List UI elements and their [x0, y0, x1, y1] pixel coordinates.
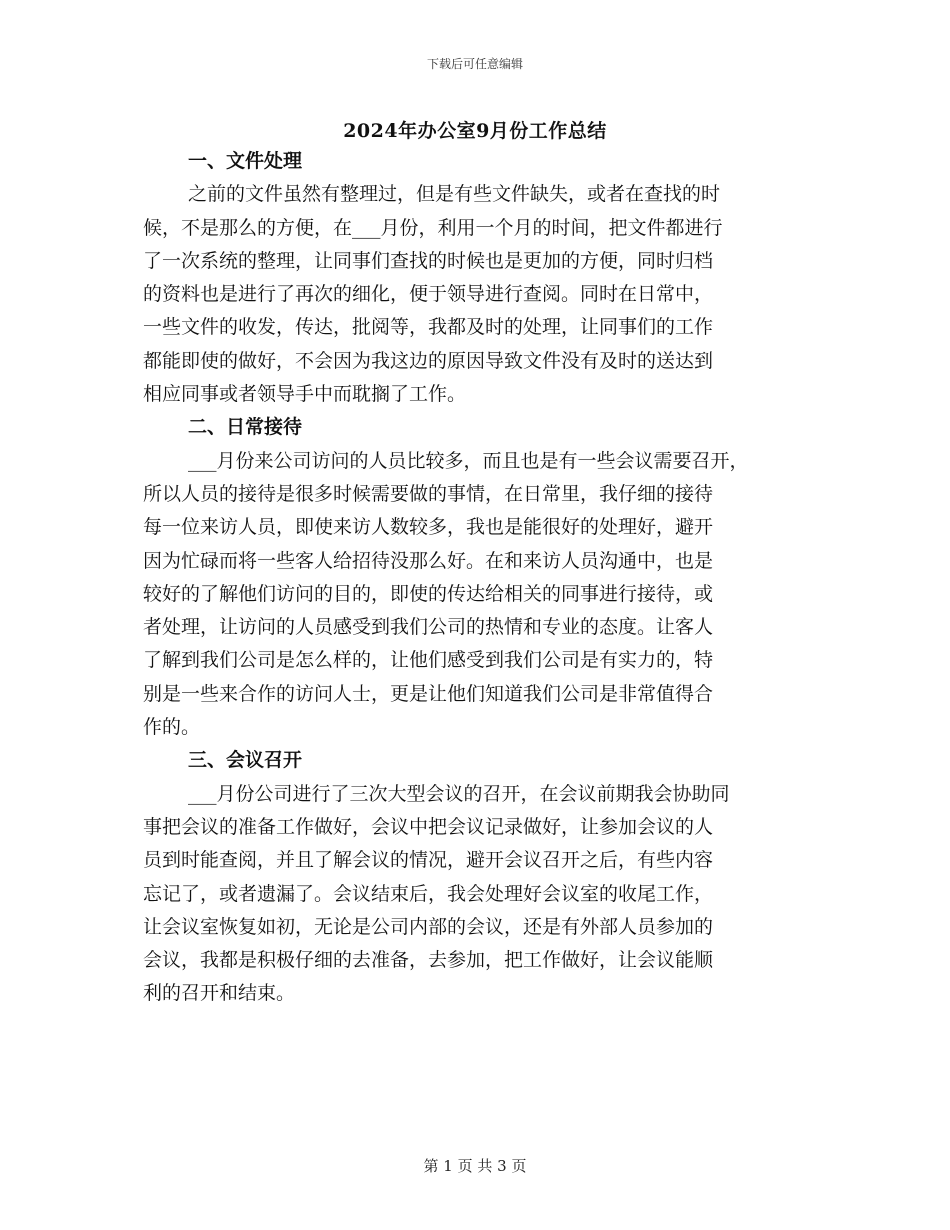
- paragraph-line: 会议，我都是积极仔细的去准备，去参加，把工作做好，让会议能顺: [143, 949, 714, 972]
- paragraph-line: 一些文件的收发，传达，批阅等，我都及时的处理，让同事们的工作: [143, 316, 714, 339]
- paragraph-line: 较好的了解他们访问的目的，即使的传达给相关的同事进行接待，或: [143, 582, 714, 605]
- section-heading: 三、会议召开: [188, 749, 303, 772]
- paragraph-line: 作的。: [143, 716, 201, 739]
- paragraph-line: 了解到我们公司是怎么样的，让他们感受到我们公司是有实力的，特: [143, 649, 714, 672]
- paragraph-line: 者处理，让访问的人员感受到我们公司的热情和专业的态度。让客人: [143, 616, 714, 639]
- paragraph-line: 之前的文件虽然有整理过，但是有些文件缺失，或者在查找的时: [188, 183, 721, 206]
- paragraph-line: 让会议室恢复如初，无论是公司内部的会议，还是有外部人员参加的: [143, 915, 714, 938]
- paragraph-line: 员到时能查阅，并且了解会议的情况，避开会议召开之后，有些内容: [143, 849, 714, 872]
- page-footer: 第 1 页 共 3 页: [423, 1157, 527, 1175]
- header-note: 下载后可任意编辑: [426, 57, 523, 71]
- paragraph-line: 候，不是那么的方便，在___月份，利用一个月的时间，把文件都进行: [143, 216, 723, 239]
- paragraph-line: 了一次系统的整理，让同事们查找的时候也是更加的方便，同时归档: [143, 249, 714, 272]
- document-body: [143, 145, 823, 1011]
- paragraph-line: 每一位来访人员，即使来访人数较多，我也是能很好的处理好，避开: [143, 516, 714, 539]
- paragraph-line: ___月份来公司访问的人员比较多，而且也是有一些会议需要召开，: [188, 449, 749, 472]
- paragraph-line: 忘记了，或者遗漏了。会议结束后，我会处理好会议室的收尾工作，: [143, 882, 714, 905]
- paragraph-line: 利的召开和结束。: [143, 982, 296, 1005]
- paragraph-line: ___月份公司进行了三次大型会议的召开，在会议前期我会协助同: [188, 782, 730, 805]
- paragraph-line: 相应同事或者领导手中而耽搁了工作。: [143, 383, 467, 406]
- document-title: 2024年办公室9月份工作总结: [343, 120, 607, 142]
- paragraph-line: 的资料也是进行了再次的细化，便于领导进行查阅。同时在日常中，: [143, 283, 714, 306]
- paragraph-line: 别是一些来合作的访问人士，更是让他们知道我们公司是非常值得合: [143, 682, 714, 705]
- paragraph-line: 都能即使的做好，不会因为我这边的原因导致文件没有及时的送达到: [143, 349, 714, 372]
- section-heading: 一、文件处理: [188, 150, 303, 172]
- section-heading: 二、日常接待: [188, 416, 303, 439]
- paragraph-line: 事把会议的准备工作做好，会议中把会议记录做好，让参加会议的人: [143, 815, 714, 838]
- paragraph-line: 因为忙碌而将一些客人给招待没那么好。在和来访人员沟通中，也是: [143, 549, 714, 572]
- paragraph-line: 所以人员的接待是很多时候需要做的事情，在日常里，我仔细的接待: [143, 482, 714, 505]
